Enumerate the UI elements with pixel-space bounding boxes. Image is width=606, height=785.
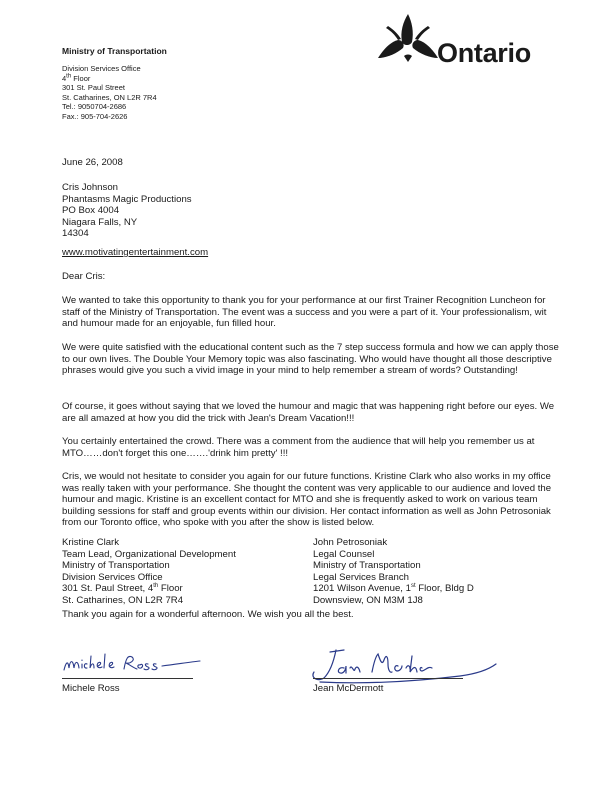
ontario-wordmark: Ontario — [437, 38, 531, 68]
recipient-line: PO Box 4004 — [62, 205, 120, 217]
contact-city: St. Catharines, ON L2R 7R4 — [62, 594, 184, 606]
contact-block-kristine — [62, 537, 236, 607]
signer-name: Jean McDermott — [313, 683, 384, 694]
recipient-line: 14304 — [62, 228, 89, 240]
sender-fax: Fax.: 905-704-2626 — [62, 111, 128, 121]
sender-floor: 4th Floor — [62, 73, 91, 83]
body-paragraph: We wanted to take this opportunity to thank you for your performance at our first Trainer Recognition Luncheon for staff of the Ministry of Transportation. The event was a success and you were a part of it. Your professionalism, wit and humour made for an enjoyable, fun filled hour. — [62, 295, 547, 330]
contact-name: Kristine Clark — [62, 537, 120, 548]
sender-name: Ministry of Transportation — [62, 46, 167, 56]
recipient-address — [62, 182, 192, 240]
recipient-line: Phantasms Magic Productions — [62, 193, 192, 205]
contact-title: Team Lead, Organizational Development — [62, 548, 236, 560]
letter-date: June 26, 2008 — [62, 157, 123, 168]
greeting: Dear Cris: — [62, 271, 106, 282]
contact-unit: Legal Services Branch — [313, 571, 409, 583]
body-paragraph: We were quite satisfied with the educational content such as the 7 step success formula and how we can apply those to our own lives. The Double Your Memory topic was also fascinating. Who would have thought all those descriptive phrases would give you such a vivid image in your mind to help remember a stream of words? Outstanding! — [62, 342, 559, 377]
website-link[interactable]: www.motivatingentertainment.com — [62, 247, 209, 258]
sender-street: 301 St. Paul Street — [62, 83, 125, 93]
sender-city: St. Catharines, ON L2R 7R4 — [62, 92, 157, 102]
recipient-line: Cris Johnson — [62, 182, 118, 193]
body-paragraph: You certainly entertained the crowd. There was a comment from the audience that will help you remember us at MTO……don't forget this one…….'drink him pretty' !!! — [62, 436, 535, 459]
recipient-line: Niagara Falls, NY — [62, 216, 138, 228]
contact-block-john — [313, 537, 474, 607]
signature-line — [62, 678, 193, 679]
contact-unit: Division Services Office — [62, 571, 163, 583]
contact-org: Ministry of Transportation — [62, 560, 170, 572]
body-paragraph: Of course, it goes without saying that we loved the humour and magic that was happening right before our eyes. We are all amazed at how you did the trick with Jean's Dream Vacation!!! — [62, 401, 555, 424]
signature-line — [313, 678, 463, 679]
contact-address: 1201 Wilson Avenue, 1st Floor, Bldg D — [313, 583, 474, 595]
signer-name: Michele Ross — [62, 683, 120, 694]
contact-name: John Petrosoniak — [313, 537, 388, 548]
sender-tel: Tel.: 9050704-2686 — [62, 102, 127, 112]
contact-org: Ministry of Transportation — [313, 560, 421, 572]
sender-office: Division Services Office — [62, 64, 141, 73]
contact-title: Legal Counsel — [313, 548, 375, 560]
body-paragraph: Cris, we would not hesitate to consider you again for our future functions. Kristine Clark who also works in my office was really taken with your performance. She thought the content was very applicable to our audience and loved the humour and magic. Kristine is an excellent contact for MTO and she is frequently asked to work on various team building sessions for staff and group events within our division. Her contact information as well as John Petrosoniak from our Toronto office, who spoke with you after the show is listed below. — [62, 471, 552, 529]
contact-city: Downsview, ON M3M 1J8 — [313, 594, 423, 606]
sender-address — [62, 64, 157, 122]
closing-line: Thank you again for a wonderful afternoon. We wish you all the best. — [62, 609, 354, 620]
contact-address: 301 St. Paul Street, 4th Floor — [62, 583, 183, 595]
signature-michele-ross — [60, 642, 210, 682]
